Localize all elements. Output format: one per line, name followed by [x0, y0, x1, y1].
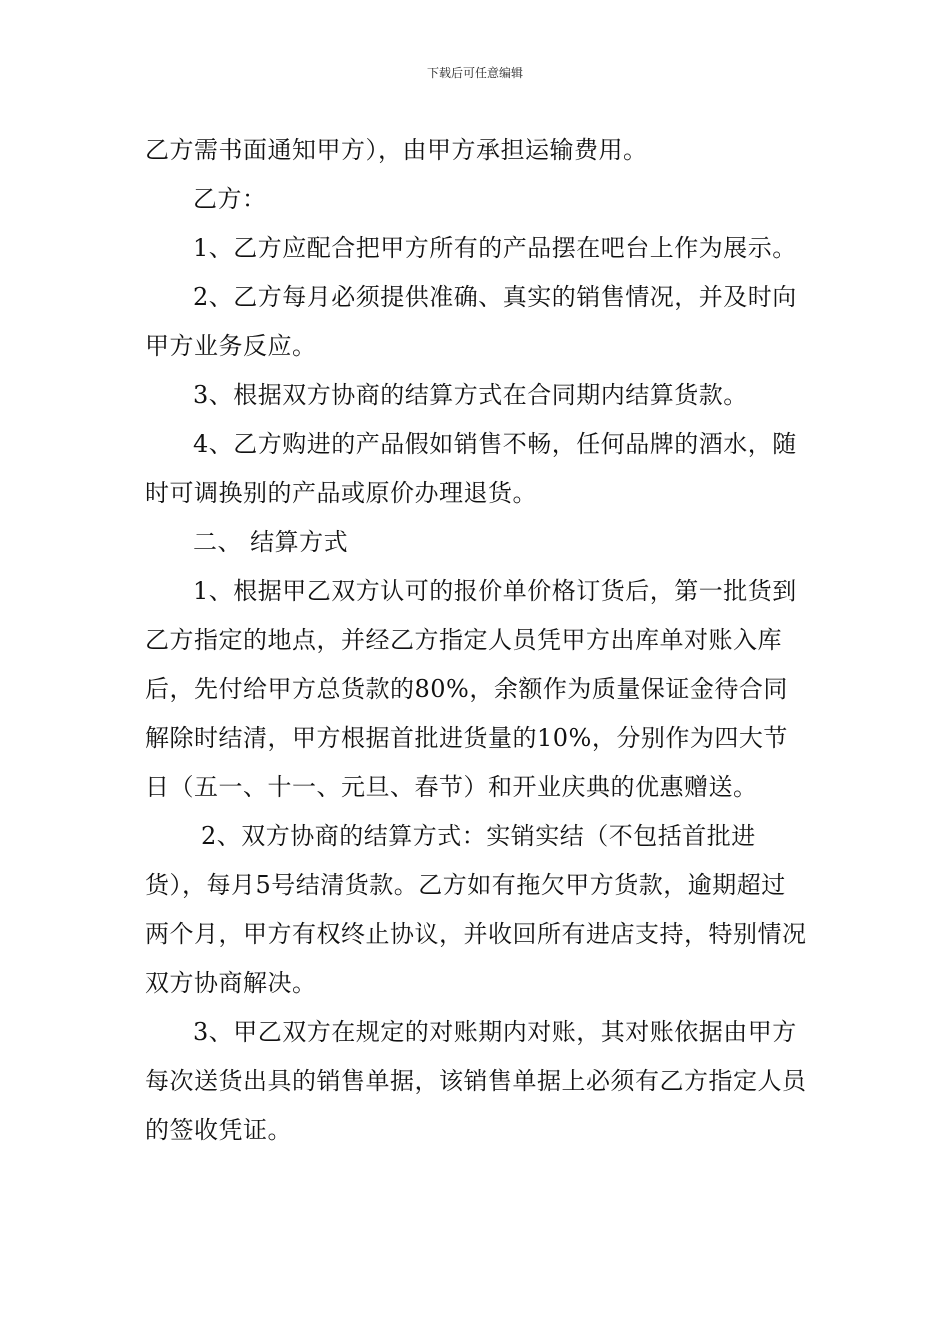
document-body [145, 126, 810, 1155]
paragraph: 乙方： [193, 185, 267, 213]
paragraph: 2、双方协商的结算方式：实销实结（不包括首批进货），每月5号结清货款。乙方如有拖欠甲方货款，逾期超过两个月，甲方有权终止协议，并收回所有进店支持，特别情况双方协商解决。 [145, 822, 807, 997]
section-heading: 二、 结算方式 [193, 528, 349, 556]
paragraph: 4、乙方购进的产品假如销售不畅，任何品牌的酒水，随时可调换别的产品或原价办理退货。 [145, 430, 797, 507]
paragraph: 3、甲乙双方在规定的对账期内对账，其对账依据由甲方每次送货出具的销售单据，该销售单据上必须有乙方指定人员的签收凭证。 [145, 1018, 807, 1144]
paragraph: 1、乙方应配合把甲方所有的产品摆在吧台上作为展示。 [193, 234, 797, 262]
paragraph: 2、乙方每月必须提供准确、真实的销售情况，并及时向甲方业务反应。 [145, 283, 797, 360]
paragraph: 1、根据甲乙双方认可的报价单价格订货后，第一批货到乙方指定的地点，并经乙方指定人员凭甲方出库单对账入库后，先付给甲方总货款的80%，余额作为质量保证金待合同解除时结清，甲方根据首批进货量的10%，分别作为四大节日（五一、十一、元旦、春节）和开业庆典的优惠赠送。 [145, 577, 797, 801]
paragraph: 乙方需书面通知甲方），由甲方承担运输费用。 [145, 136, 648, 164]
page-header: 下载后可任意编辑 [426, 66, 523, 80]
paragraph: 3、根据双方协商的结算方式在合同期内结算货款。 [193, 381, 748, 409]
